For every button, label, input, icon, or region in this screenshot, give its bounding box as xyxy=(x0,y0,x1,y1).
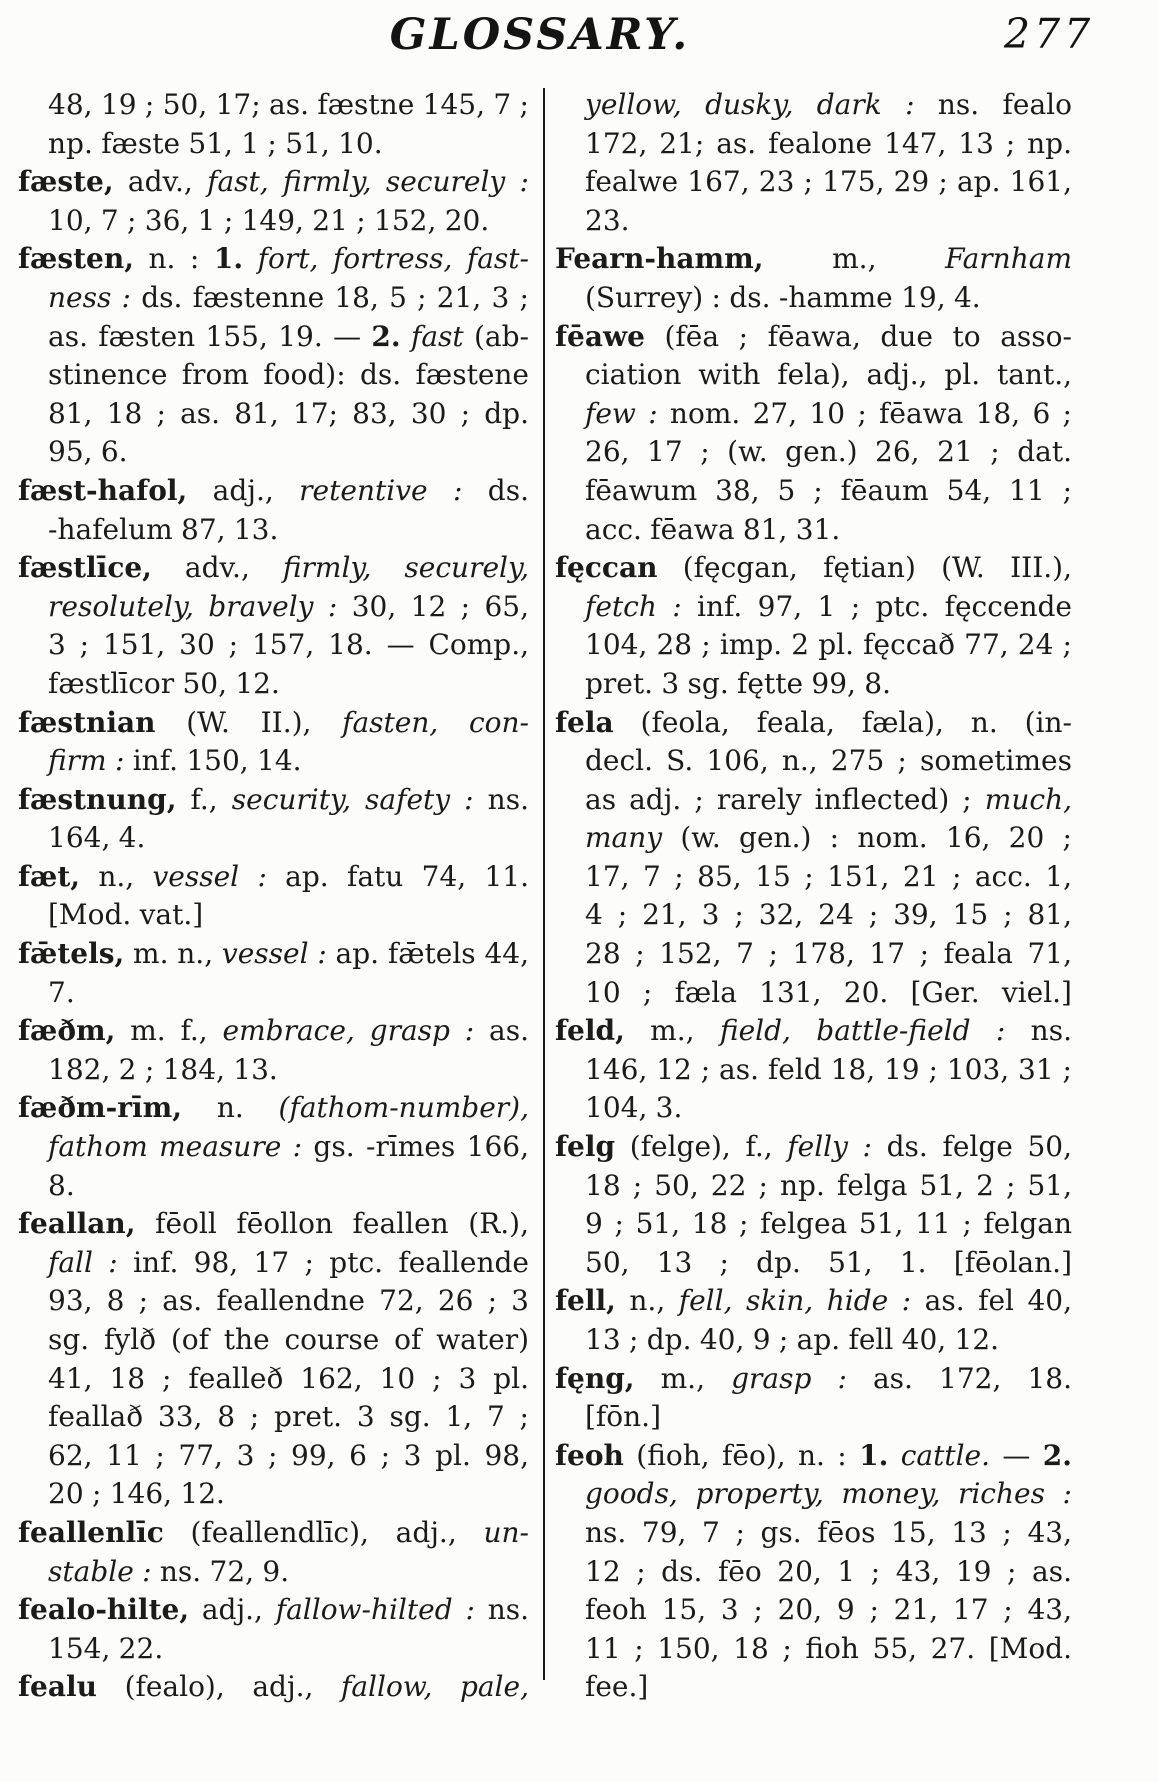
text-segment: ap. fatu 74, 11. xyxy=(266,859,530,893)
glossary-line xyxy=(555,433,1072,472)
translation-segment: fort, fortress, fast- xyxy=(257,242,529,276)
headword: fæstnung, xyxy=(18,782,177,816)
translation-segment: fall : xyxy=(48,1245,118,1279)
text-segment: (feallendlīc), adj., xyxy=(163,1515,484,1549)
text-segment: fēoll fēollon feallen (R.), xyxy=(135,1207,529,1241)
text-segment: m., xyxy=(634,1361,732,1395)
glossary-line xyxy=(18,125,529,164)
text-segment: (w. gen.) : nom. 16, 20 ; xyxy=(662,821,1072,855)
glossary-line xyxy=(18,1437,529,1476)
headword: fæstnian xyxy=(18,705,156,739)
text-segment: 93, 8 ; as. feallendne 72, 26 ; 3 xyxy=(48,1284,529,1318)
glossary-line xyxy=(555,974,1072,1013)
translation-segment: goods, property, money, riches : xyxy=(585,1477,1072,1511)
right-column xyxy=(555,86,1072,1707)
glossary-line xyxy=(18,395,529,434)
glossary-line xyxy=(555,1668,1072,1707)
headword: fæðm, xyxy=(18,1014,116,1048)
glossary-line xyxy=(18,1630,529,1669)
page-title: GLOSSARY. xyxy=(389,10,691,60)
glossary-line xyxy=(555,896,1072,935)
text-segment: 81, 18 ; as. 81, 17; 83, 30 ; dp. xyxy=(48,396,529,430)
translation-segment: vessel : xyxy=(152,859,267,893)
text-segment: 3 ; 151, 30 ; 157, 18. — Comp., xyxy=(48,628,529,662)
glossary-line xyxy=(555,549,1072,588)
glossary-line xyxy=(18,86,529,125)
text-segment: fēawum 38, 5 ; fēaum 54, 11 ; xyxy=(585,473,1072,507)
glossary-line xyxy=(18,1321,529,1360)
headword: Fearn-hamm, xyxy=(555,242,764,276)
text-segment: 172, 21; as. fealone 147, 13 ; np. xyxy=(585,126,1072,160)
translation-segment: grasp : xyxy=(731,1361,847,1395)
text-segment: fealwe 167, 23 ; 175, 29 ; ap. 161, xyxy=(585,165,1072,199)
text-segment: m. n., xyxy=(124,937,222,971)
text-segment: (fioh, fēo), n. : xyxy=(623,1438,860,1472)
text-segment: ns. xyxy=(474,1593,529,1627)
headword: felg xyxy=(555,1130,616,1164)
glossary-line xyxy=(555,1553,1072,1592)
text-segment: 104, 3. xyxy=(585,1091,683,1125)
translation-segment: many xyxy=(585,821,663,855)
glossary-line xyxy=(555,1398,1072,1437)
glossary-line xyxy=(18,163,529,202)
glossary-line xyxy=(555,86,1072,125)
text-segment: as adj. ; rarely inflected) ; xyxy=(585,782,985,816)
glossary-line xyxy=(555,626,1072,665)
translation-segment: Farnham xyxy=(945,242,1072,276)
translation-segment: much, xyxy=(984,782,1072,816)
glossary-line xyxy=(18,1244,529,1283)
text-segment: 8. xyxy=(48,1168,75,1202)
text-segment: adj., xyxy=(187,473,300,507)
text-segment: — xyxy=(990,1438,1043,1472)
headword: feoh xyxy=(555,1438,624,1472)
translation-segment: fast, firmly, securely : xyxy=(207,165,529,199)
text-segment: 12 ; ds. fēo 20, 1 ; 43, 19 ; as. xyxy=(585,1554,1072,1588)
glossary-line xyxy=(18,1282,529,1321)
text-segment: 10, 7 ; 36, 1 ; 149, 21 ; 152, 20. xyxy=(48,203,490,237)
glossary-line xyxy=(18,1398,529,1437)
text-segment: n. : xyxy=(133,242,214,276)
text-segment: 50, 13 ; dp. 51, 1. [fēolan.] xyxy=(585,1245,1072,1279)
text-segment: as. xyxy=(474,1014,529,1048)
headword: fela xyxy=(555,705,614,739)
glossary-line xyxy=(18,742,529,781)
text-segment: 48, 19 ; 50, 17; as. fæstne 145, 7 ; xyxy=(48,88,529,121)
text-segment xyxy=(243,242,258,275)
text-segment: 18 ; 50, 22 ; np. felga 51, 2 ; 51, xyxy=(585,1168,1072,1202)
glossary-line xyxy=(555,1051,1072,1090)
headword: fæt, xyxy=(18,859,81,893)
glossary-line xyxy=(555,279,1072,318)
translation-segment: (fathom-number), xyxy=(278,1091,529,1125)
text-segment: 26, 17 ; (w. gen.) 26, 21 ; dat. xyxy=(585,435,1072,469)
text-segment: m., xyxy=(624,1014,720,1048)
text-segment: inf. 150, 14. xyxy=(124,744,302,778)
text-segment: 9 ; 51, 18 ; felgea 51, 11 ; felgan xyxy=(585,1207,1072,1241)
headword: 2. xyxy=(1042,1438,1072,1472)
glossary-line xyxy=(555,1514,1072,1553)
translation-segment: retentive : xyxy=(299,473,463,507)
text-segment: as. fel 40, xyxy=(911,1284,1073,1318)
page-number: 277 xyxy=(1004,10,1095,58)
text-segment: nom. 27, 10 ; fēawa 18, 6 ; xyxy=(657,396,1072,430)
text-segment: 20 ; 146, 12. xyxy=(48,1477,225,1511)
glossary-line xyxy=(555,1282,1072,1321)
text-segment: pret. 3 sg. fętte 99, 8. xyxy=(585,666,891,700)
glossary-line xyxy=(18,1051,529,1090)
headword: 2. xyxy=(371,319,401,353)
glossary-line xyxy=(18,819,529,858)
column-divider xyxy=(543,88,545,1680)
text-segment: ns. xyxy=(473,782,529,816)
translation-segment: vessel : xyxy=(221,937,327,971)
text-segment: 104, 28 ; imp. 2 pl. fęccað 77, 24 ; xyxy=(585,628,1072,662)
text-segment: n., xyxy=(615,1284,679,1318)
text-segment: ds. felge 50, xyxy=(872,1130,1072,1164)
text-segment: n. xyxy=(182,1091,279,1125)
glossary-line xyxy=(555,935,1072,974)
headword: fealo-hilte, xyxy=(18,1593,190,1627)
text-segment: (ab- xyxy=(463,319,530,353)
glossary-line xyxy=(18,935,529,974)
glossary-line xyxy=(555,240,1072,279)
glossary-line xyxy=(555,511,1072,550)
glossary-line xyxy=(555,1128,1072,1167)
text-segment xyxy=(888,1439,900,1472)
glossary-line xyxy=(18,433,529,472)
glossary-line xyxy=(18,858,529,897)
glossary-line xyxy=(18,511,529,550)
glossary-line xyxy=(18,665,529,704)
text-segment: (felge), f., xyxy=(615,1130,788,1164)
text-segment: ns. fealo xyxy=(914,88,1072,121)
glossary-line xyxy=(18,974,529,1013)
headword: fell, xyxy=(555,1284,616,1318)
glossary-line xyxy=(555,1475,1072,1514)
left-column xyxy=(18,86,529,1707)
glossary-line xyxy=(18,1128,529,1167)
text-segment xyxy=(401,320,411,353)
glossary-line xyxy=(18,1012,529,1051)
text-segment: ap. fǣtels 44, xyxy=(326,937,529,971)
translation-segment: embrace, grasp : xyxy=(222,1014,475,1048)
text-segment: as. 172, 18. xyxy=(846,1361,1072,1395)
headword: 1. xyxy=(859,1438,889,1472)
glossary-line xyxy=(555,356,1072,395)
text-segment: 28 ; 152, 7 ; 178, 17 ; feala 71, xyxy=(585,937,1072,971)
glossary-line xyxy=(18,704,529,743)
translation-segment: fallow, pale, xyxy=(341,1670,529,1704)
text-segment: m. f., xyxy=(115,1014,223,1048)
text-segment: ns. 79, 7 ; gs. fēos 15, 13 ; 43, xyxy=(585,1515,1072,1549)
text-segment: inf. 97, 1 ; ptc. fęccende xyxy=(681,589,1072,623)
text-segment: feallað 33, 8 ; pret. 3 sg. 1, 7 ; xyxy=(48,1400,529,1434)
translation-segment: fallow-hilted : xyxy=(275,1593,475,1627)
text-segment: 164, 4. xyxy=(48,821,146,855)
text-segment: ds. xyxy=(462,473,529,507)
glossary-line xyxy=(555,125,1072,164)
text-segment: decl. S. 106, n., 275 ; sometimes xyxy=(585,744,1072,778)
glossary-line xyxy=(555,781,1072,820)
translation-segment: stable : xyxy=(48,1554,152,1588)
translation-segment: security, safety : xyxy=(231,782,474,816)
text-segment: n., xyxy=(80,859,153,893)
glossary-line xyxy=(18,1475,529,1514)
text-segment: 23. xyxy=(585,203,630,237)
glossary-line xyxy=(18,279,529,318)
glossary-line xyxy=(555,1437,1072,1476)
headword: fealu xyxy=(18,1670,97,1704)
text-segment: ns. 72, 9. xyxy=(151,1554,290,1588)
headword: fęng, xyxy=(555,1361,635,1395)
translation-segment: few : xyxy=(585,396,658,430)
text-segment: 182, 2 ; 184, 13. xyxy=(48,1052,278,1086)
glossary-line xyxy=(18,1205,529,1244)
glossary-line xyxy=(555,1012,1072,1051)
glossary-line xyxy=(18,472,529,511)
text-segment: fee.] xyxy=(585,1670,649,1704)
text-segment: f., xyxy=(176,782,232,816)
text-segment: 7. xyxy=(48,975,75,1009)
glossary-line xyxy=(555,395,1072,434)
headword: fæsten, xyxy=(18,242,134,276)
text-segment: (Surrey) : ds. -hamme 19, 4. xyxy=(585,280,981,314)
translation-segment: felly : xyxy=(787,1130,872,1164)
text-segment: 30, 12 ; 65, xyxy=(337,589,529,623)
translation-segment: fathom measure : xyxy=(48,1130,303,1164)
text-segment: adv., xyxy=(113,165,208,199)
glossary-line xyxy=(555,1630,1072,1669)
translation-segment: un- xyxy=(483,1515,529,1549)
glossary-line xyxy=(555,1591,1072,1630)
text-segment: (feola, feala, fæla), n. (in- xyxy=(613,705,1072,739)
glossary-line xyxy=(555,665,1072,704)
glossary-line xyxy=(18,202,529,241)
headword: fęccan xyxy=(555,551,658,585)
glossary-line xyxy=(18,1360,529,1399)
translation-segment: cattle. xyxy=(900,1438,991,1472)
glossary-line xyxy=(555,318,1072,357)
text-segment: [Mod. vat.] xyxy=(48,898,204,932)
text-segment: ciation with fela), adj., pl. tant., xyxy=(585,358,1072,392)
text-segment: (W. II.), xyxy=(155,705,343,739)
glossary-line xyxy=(555,202,1072,241)
glossary-line xyxy=(18,588,529,627)
text-segment: fæstlīcor 50, 12. xyxy=(48,666,280,700)
glossary-line xyxy=(18,240,529,279)
glossary-line xyxy=(555,704,1072,743)
glossary-line xyxy=(555,742,1072,781)
translation-segment: field, battle-field : xyxy=(719,1014,1006,1048)
text-segment: 4 ; 21, 3 ; 32, 24 ; 39, 15 ; 81, xyxy=(585,898,1072,932)
glossary-line xyxy=(18,781,529,820)
headword: fæðm-rīm, xyxy=(18,1091,183,1125)
text-segment: stinence from food): ds. fæstene xyxy=(48,358,529,392)
glossary-line xyxy=(555,163,1072,202)
translation-segment: fast xyxy=(410,319,464,353)
glossary-line xyxy=(18,1553,529,1592)
text-segment: 17, 7 ; 85, 15 ; 151, 21 ; acc. 1, xyxy=(585,859,1072,893)
text-segment: np. fæste 51, 1 ; 51, 10. xyxy=(48,126,383,160)
glossary-line xyxy=(555,1321,1072,1360)
text-segment: 95, 6. xyxy=(48,435,128,469)
text-segment: (fealo), adj., xyxy=(97,1670,341,1704)
text-segment: feoh 15, 3 ; 20, 9 ; 21, 17 ; 43, xyxy=(585,1593,1072,1627)
text-segment: (fēa ; fēawa, due to asso- xyxy=(644,319,1072,353)
text-segment: as. fæsten 155, 19. — xyxy=(48,319,372,353)
text-segment: 10 ; fæla 131, 20. [Ger. viel.] xyxy=(585,975,1072,1009)
text-segment: sg. fylð (of the course of water) xyxy=(48,1323,529,1356)
text-segment: 11 ; 150, 18 ; fioh 55, 27. [Mod. xyxy=(585,1631,1072,1665)
glossary-line xyxy=(555,1244,1072,1283)
glossary-line xyxy=(555,472,1072,511)
headword: fæstlīce, xyxy=(18,551,152,585)
headword: feallenlīc xyxy=(18,1515,164,1549)
glossary-line xyxy=(18,1668,529,1707)
glossary-line xyxy=(18,896,529,935)
text-segment: adv., xyxy=(151,551,283,585)
text-segment: adj., xyxy=(189,1593,276,1627)
glossary-line xyxy=(555,1167,1072,1206)
text-segment: [fōn.] xyxy=(585,1400,662,1434)
glossary-line xyxy=(18,1591,529,1630)
text-segment: -hafelum 87, 13. xyxy=(48,512,279,546)
text-segment: 13 ; dp. 40, 9 ; ap. fell 40, 12. xyxy=(585,1323,1000,1356)
glossary-line xyxy=(18,626,529,665)
glossary-line xyxy=(18,1514,529,1553)
glossary-line xyxy=(555,858,1072,897)
headword: 1. xyxy=(213,242,244,276)
glossary-line xyxy=(555,588,1072,627)
text-segment: inf. 98, 17 ; ptc. feallende xyxy=(117,1245,530,1279)
glossary-line xyxy=(18,356,529,395)
translation-segment: ness : xyxy=(48,280,131,314)
translation-segment: fetch : xyxy=(585,589,682,623)
glossary-line xyxy=(18,1167,529,1206)
text-segment: ns. xyxy=(1005,1014,1072,1048)
translation-segment: yellow, dusky, dark : xyxy=(585,88,915,121)
translation-segment: firmly, securely, xyxy=(282,551,529,585)
translation-segment: fell, skin, hide : xyxy=(678,1284,912,1318)
glossary-line xyxy=(555,1089,1072,1128)
translation-segment: firm : xyxy=(48,744,125,778)
text-segment: 146, 12 ; as. feld 18, 19 ; 103, 31 ; xyxy=(585,1052,1072,1086)
glossary-line xyxy=(555,1360,1072,1399)
text-segment: m., xyxy=(763,242,946,276)
text-segment: (fęcgan, fętian) (W. III.), xyxy=(657,551,1072,585)
glossary-line xyxy=(18,1089,529,1128)
text-segment: acc. fēawa 81, 31. xyxy=(585,512,841,546)
headword: feld, xyxy=(555,1014,625,1048)
translation-segment: resolutely, bravely : xyxy=(48,589,338,623)
glossary-line xyxy=(18,549,529,588)
headword: fēawe xyxy=(555,319,645,353)
text-segment: ds. fæstenne 18, 5 ; 21, 3 ; xyxy=(131,280,529,314)
text-segment: 154, 22. xyxy=(48,1631,164,1665)
glossary-line xyxy=(555,819,1072,858)
text-segment: 41, 18 ; fealleð 162, 10 ; 3 pl. xyxy=(48,1361,529,1395)
headword: fǣtels, xyxy=(18,937,125,971)
headword: fæst-hafol, xyxy=(18,473,188,507)
translation-segment: fasten, con- xyxy=(342,705,529,739)
text-segment: gs. -rīmes 166, xyxy=(302,1130,529,1164)
glossary-line xyxy=(555,1205,1072,1244)
headword: feallan, xyxy=(18,1207,136,1241)
headword: fæste, xyxy=(18,165,114,199)
glossary-line xyxy=(18,318,529,357)
text-segment: 62, 11 ; 77, 3 ; 99, 6 ; 3 pl. 98, xyxy=(48,1438,529,1472)
